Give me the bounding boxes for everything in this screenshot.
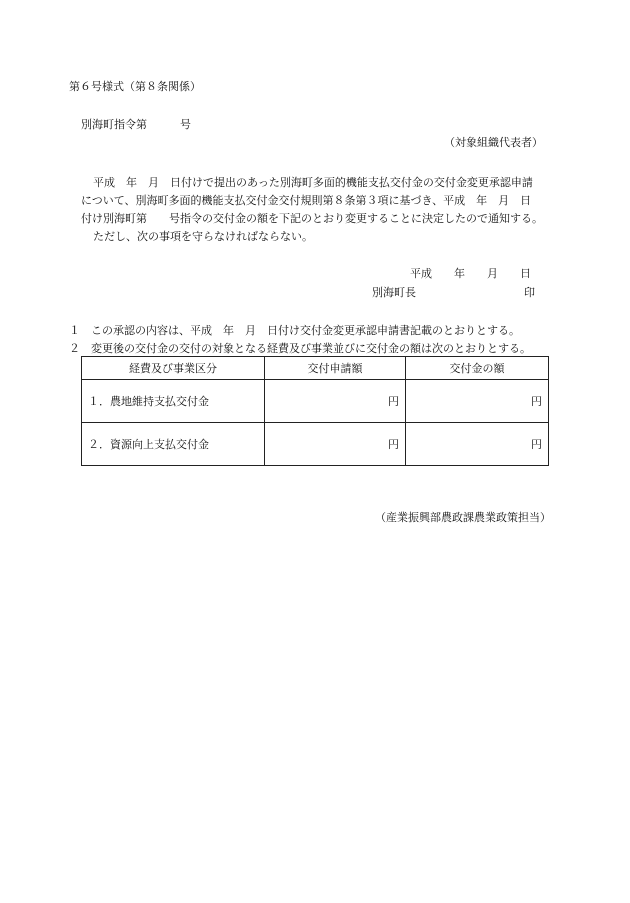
- row-category: １．農地維持支払交付金: [82, 380, 265, 423]
- issuer-seal: 印: [524, 286, 535, 299]
- table-row: [82, 380, 549, 423]
- row-requested-amount: 円: [265, 380, 406, 423]
- item-2: ２ 変更後の交付金の交付の対象となる経費及び事業並びに交付金の額は次のとおりとする。: [69, 342, 531, 355]
- body-line-4: ただし、次の事項を守らなければならない。: [93, 230, 313, 243]
- contact-department: （産業振興部農政課農業政策担当）: [375, 511, 551, 524]
- form-title: 第６号様式（第８条関係）: [69, 80, 201, 93]
- table-header-row: [82, 357, 549, 380]
- table-header-category: 経費及び事業区分: [82, 357, 265, 380]
- table-header-granted: 交付金の額: [406, 357, 549, 380]
- row-category: ２．資源向上支払交付金: [82, 423, 265, 466]
- addressee: （対象組織代表者）: [444, 136, 543, 149]
- date-line: 平成 年 月 日: [410, 267, 531, 280]
- body-line-3: 付け別海町第 号指令の交付金の額を下記のとおり変更することに決定したので通知する。: [81, 212, 543, 225]
- row-granted-amount: 円: [406, 423, 549, 466]
- body-line-2: について、別海町多面的機能支払交付金交付規則第８条第３項に基づき、平成 年 月 日: [81, 194, 532, 207]
- row-granted-amount: 円: [406, 380, 549, 423]
- table-row: [82, 423, 549, 466]
- item-1: １ この承認の内容は、平成 年 月 日付け交付金変更承認申請書記載のとおりとする。: [69, 324, 520, 337]
- issuer-title: 別海町長: [372, 286, 416, 299]
- row-requested-amount: 円: [265, 423, 406, 466]
- document-number: 別海町指令第 号: [81, 118, 191, 131]
- table-header-requested: 交付申請額: [265, 357, 406, 380]
- subsidy-table: [81, 356, 549, 466]
- body-line-1: 平成 年 月 日付けで提出のあった別海町多面的機能支払交付金の交付金変更承認申請: [93, 176, 533, 189]
